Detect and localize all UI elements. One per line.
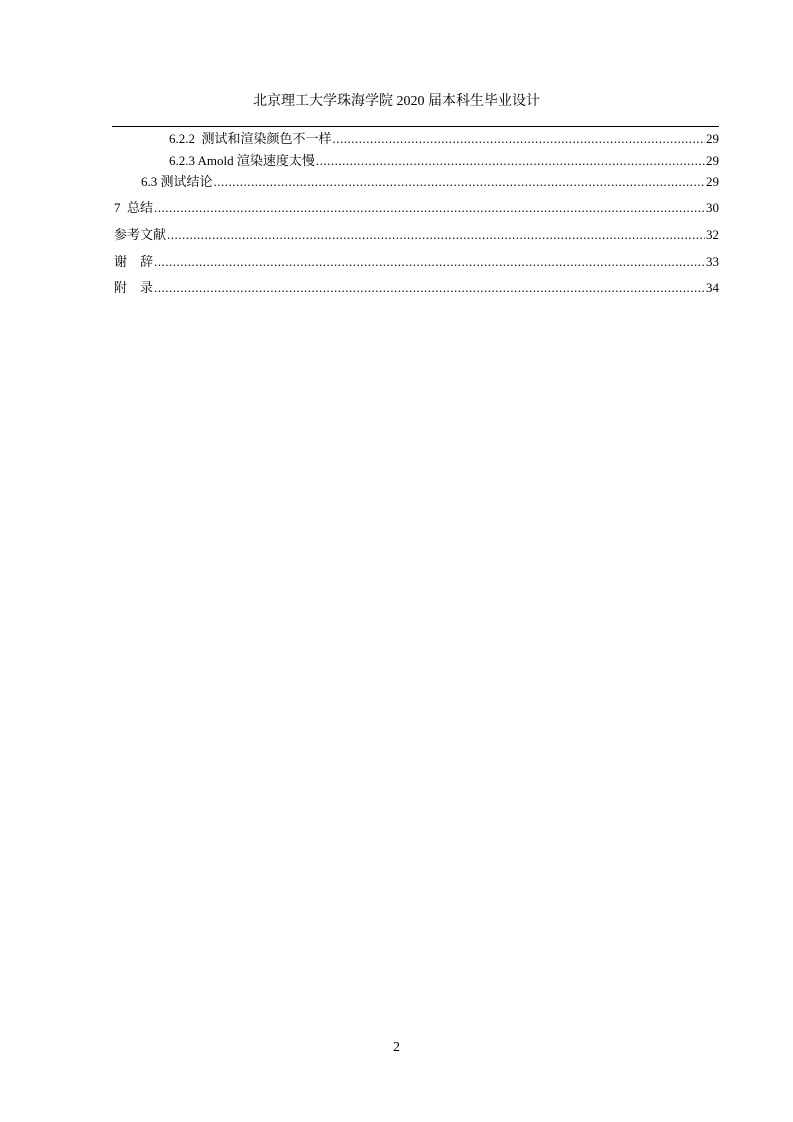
- toc-entry-acknowledgements[interactable]: [114, 253, 719, 270]
- toc-entry-label: 附 录: [114, 280, 154, 295]
- toc-entry-label: 参考文献: [114, 227, 167, 242]
- toc-entry-page: 30: [706, 200, 719, 215]
- toc-entry-page: 29: [706, 153, 719, 168]
- header-divider: [112, 126, 719, 127]
- toc-dot-leader: [316, 152, 705, 169]
- toc-dot-leader: [154, 199, 705, 216]
- toc-entry-label: 6.2.3 Amold 渲染速度太慢: [169, 153, 315, 168]
- toc-entry-label: 7 总结: [114, 200, 154, 215]
- toc-dot-leader: [333, 130, 705, 147]
- toc-entry-label: 谢 辞: [114, 254, 154, 269]
- toc-dot-leader: [154, 279, 705, 296]
- toc-entry-references[interactable]: [114, 226, 719, 243]
- toc-entry-page: 29: [706, 131, 719, 146]
- toc-entry-page: 34: [706, 280, 719, 295]
- toc-entry-page: 29: [706, 174, 719, 189]
- toc-entry-page: 32: [706, 227, 719, 242]
- toc-entry-appendix[interactable]: [114, 279, 719, 296]
- toc-entry-6-2-2[interactable]: [169, 130, 719, 147]
- toc-entry-label: 6.2.2 测试和渲染颜色不一样: [169, 131, 332, 146]
- toc-dot-leader: [167, 226, 705, 243]
- toc-dot-leader: [214, 173, 705, 190]
- page-header: 北京理工大学珠海学院 2020 届本科生毕业设计: [253, 94, 540, 109]
- toc-entry-6-3[interactable]: [141, 173, 719, 190]
- toc-entry-label: 6.3 测试结论: [141, 174, 213, 189]
- toc-entry-6-2-3[interactable]: [169, 152, 719, 169]
- toc-entry-7[interactable]: [114, 199, 719, 216]
- page-number: 2: [393, 1040, 400, 1055]
- toc-entry-page: 33: [706, 254, 719, 269]
- toc-dot-leader: [154, 253, 705, 270]
